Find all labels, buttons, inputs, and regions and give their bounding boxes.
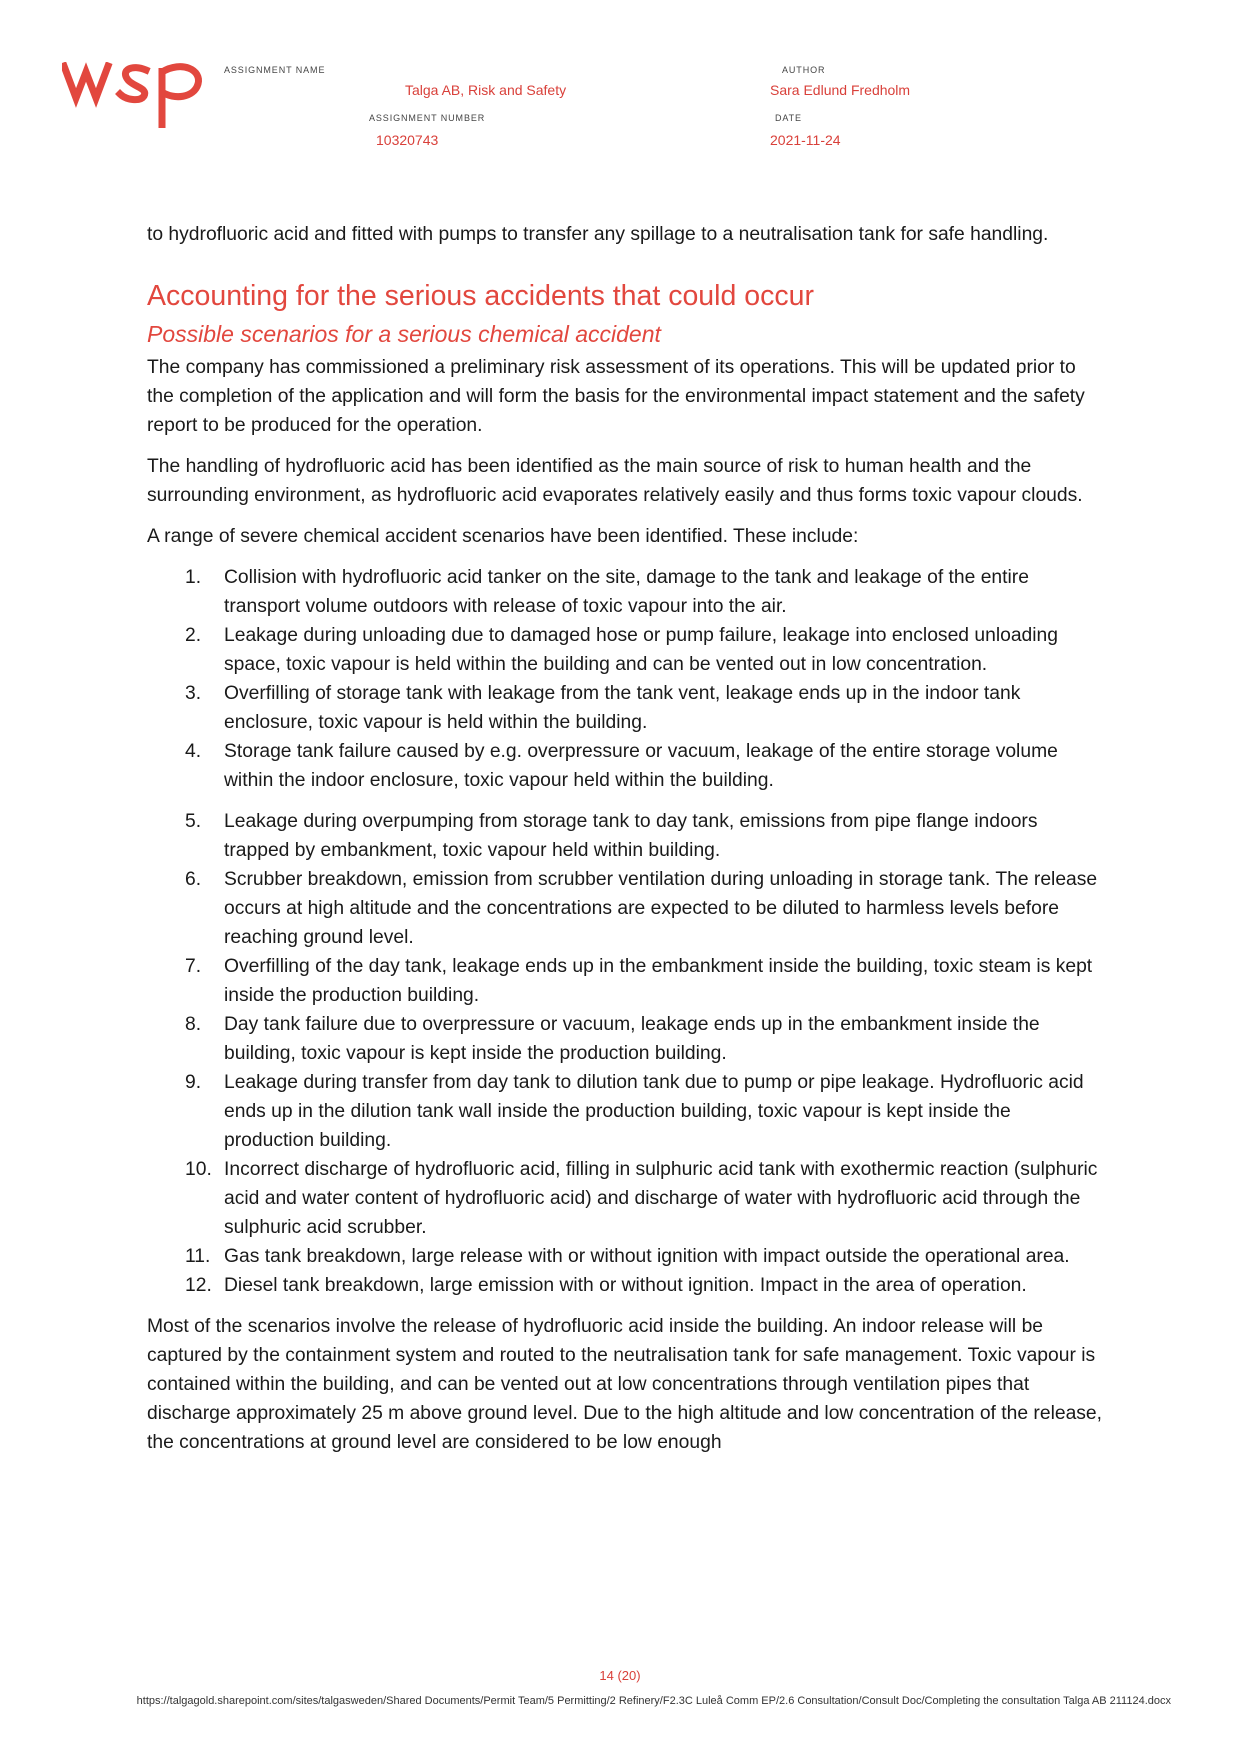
intro-paragraph: to hydrofluoric acid and fitted with pumps to transfer any spillage to a neutralisation tank for safe handling.	[147, 224, 1049, 245]
scenario-list	[147, 563, 1102, 1300]
date-label: DATE	[775, 113, 802, 123]
list-item: 1. Collision with hydrofluoric acid tanker on the site, damage to the tank and leakage of the entire transport volume outdoors with release of toxic vapour into the air.	[185, 567, 1029, 617]
section-subheading: Possible scenarios for a serious chemical accident	[147, 321, 661, 347]
author: Sara Edlund Fredholm	[770, 82, 911, 98]
assignment-number-label: ASSIGNMENT NUMBER	[369, 113, 486, 123]
list-item: 7. Overfilling of the day tank, leakage ends up in the embankment inside the building, toxic steam is kept inside the production building.	[185, 956, 1093, 1006]
document-path: https://talgagold.sharepoint.com/sites/talgasweden/Shared Documents/Permit Team/5 Permitting/2 Refinery/F2.3C Luleå Comm EP/2.6 Consultation/Consult Doc/Completing the consultation Talga AB 211124.docx	[136, 1695, 1171, 1707]
paragraph-2: The handling of hydrofluoric acid has been identified as the main source of risk to human health and the surrounding environment, as hydrofluoric acid evaporates relatively easily and thus forms toxic vapour clouds.	[147, 456, 1083, 506]
list-item: 8. Day tank failure due to overpressure or vacuum, leakage ends up in the embankment inside the building, toxic vapour is kept inside the production building.	[185, 1014, 1040, 1064]
list-item: 5. Leakage during overpumping from storage tank to day tank, emissions from pipe flange indoors trapped by embankment, toxic vapour held within building.	[185, 811, 1038, 861]
list-item: 2. Leakage during unloading due to damaged hose or pump failure, leakage into enclosed unloading space, toxic vapour is held within the building and can be vented out in low concentration.	[185, 625, 1058, 675]
assignment-name: Talga AB, Risk and Safety	[405, 82, 567, 98]
wsp-logo	[62, 62, 204, 132]
paragraph-3: A range of severe chemical accident scenarios have been identified. These include:	[147, 526, 859, 547]
list-item: 10. Incorrect discharge of hydrofluoric acid, filling in sulphuric acid tank with exothermic reaction (sulphuric acid and water content of hydrofluoric acid) and discharge of water with hydrofluoric acid through the sulphuric acid scrubber.	[185, 1159, 1098, 1238]
assignment-name-label: ASSIGNMENT NAME	[224, 65, 326, 75]
page-number: 14 (20)	[599, 1668, 641, 1683]
paragraph-4: Most of the scenarios involve the release of hydrofluoric acid inside the building. An indoor release will be captured by the containment system and routed to the neutralisation tank for safe management. Toxic vapour is contained within the building, and can be vented out at low concentrations through ventilation pipes that discharge approximately 25 m above ground level. Due to the high altitude and low concentration of the release, the concentrations at ground level are considered to be low enough	[147, 1316, 1103, 1453]
list-item: 11. Gas tank breakdown, large release with or without ignition with impact outside the operational area.	[185, 1246, 1070, 1267]
list-item: 4. Storage tank failure caused by e.g. overpressure or vacuum, leakage of the entire storage volume within the indoor enclosure, toxic vapour held within the building.	[185, 741, 1058, 791]
list-item: 6. Scrubber breakdown, emission from scrubber ventilation during unloading in storage tank. The release occurs at high altitude and the concentrations are expected to be diluted to harmless levels before reaching ground level.	[185, 869, 1098, 948]
author-label: AUTHOR	[782, 65, 826, 75]
list-item: 3. Overfilling of storage tank with leakage from the tank vent, leakage ends up in the indoor tank enclosure, toxic vapour is held within the building.	[185, 683, 1021, 733]
date: 2021-11-24	[770, 132, 841, 148]
assignment-number: 10320743	[376, 132, 439, 148]
document-body	[147, 220, 1102, 1469]
list-item: 9. Leakage during transfer from day tank to dilution tank due to pump or pipe leakage. Hydrofluoric acid ends up in the dilution tank wall inside the production building, toxic vapour is kept inside the production building.	[185, 1072, 1084, 1151]
list-item: 12. Diesel tank breakdown, large emission with or without ignition. Impact in the area of operation.	[185, 1275, 1027, 1296]
paragraph-1: The company has commissioned a preliminary risk assessment of its operations. This will be updated prior to the completion of the application and will form the basis for the environmental impact statement and the safety report to be produced for the operation.	[147, 357, 1085, 436]
section-heading: Accounting for the serious accidents that could occur	[147, 280, 814, 312]
